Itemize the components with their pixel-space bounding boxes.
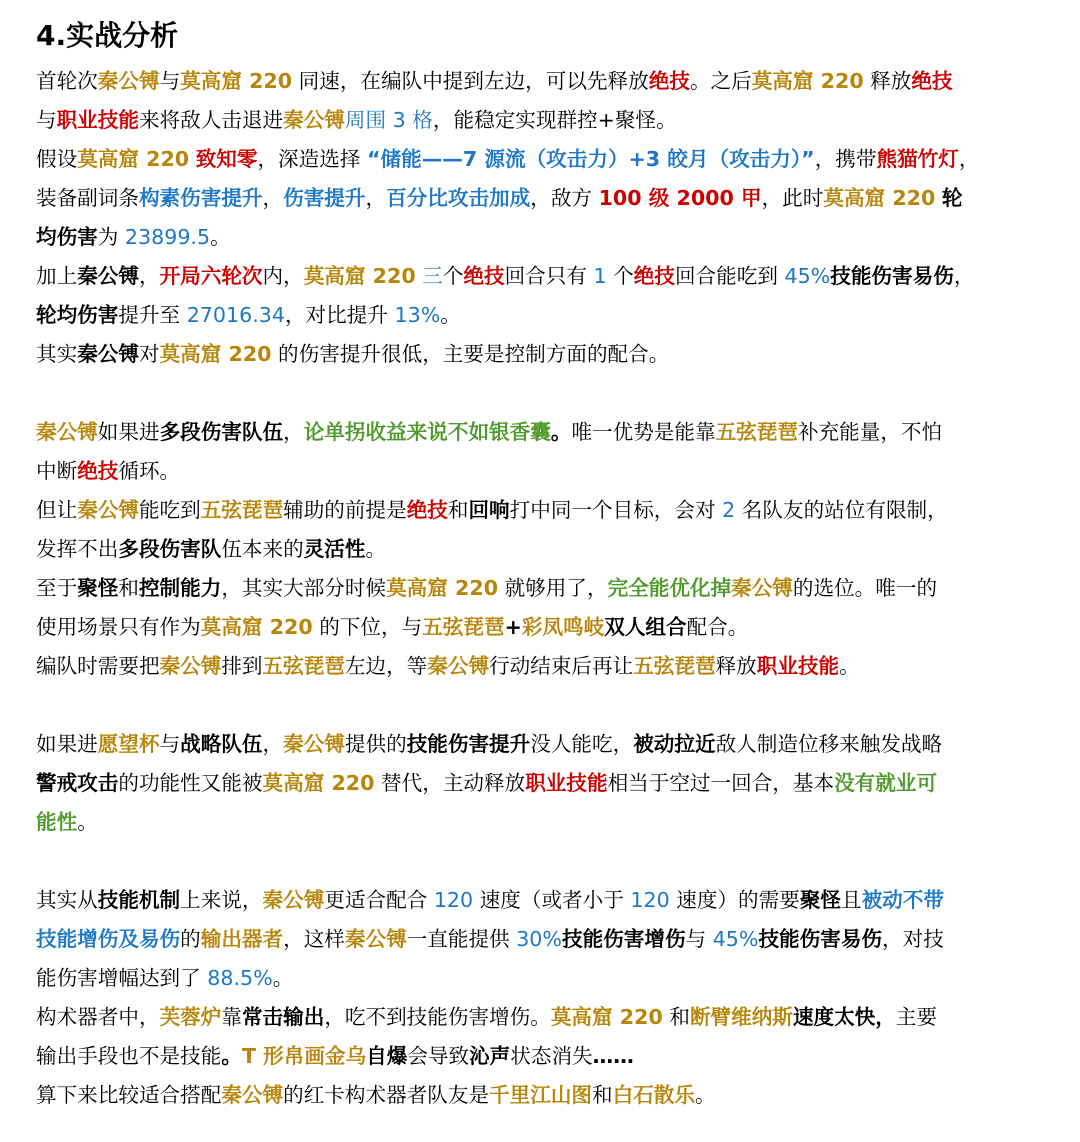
text-run: 回响 (468, 498, 510, 522)
text-run: 45% (784, 264, 831, 288)
text-run: ，对技 (882, 927, 944, 951)
text-run: 职业技能 (56, 108, 139, 132)
text-run: 一直能提供 (406, 927, 517, 951)
text-run: 完全能优化掉 (607, 576, 732, 600)
text-run: 就够用了， (498, 576, 608, 600)
text-run: 没人能吃， (530, 732, 634, 756)
text-run: 技能机制 (97, 888, 181, 912)
text-run: 中断 (36, 459, 78, 483)
text-run: 如果进 (97, 420, 160, 444)
text-run: 左边，等 (344, 654, 428, 678)
text-run: 千里江山图 (489, 1083, 593, 1107)
text-run: ， (138, 264, 160, 288)
text-run: 秦公镈 (159, 654, 222, 678)
text-run: 行动结束后再让 (489, 654, 634, 678)
text-run: 。 (365, 537, 387, 561)
text-run: 对 (138, 342, 160, 366)
text-run: 能伤害增幅达到了 (36, 966, 208, 990)
text-line (36, 998, 1046, 1037)
text-run: 白石散乐 (612, 1083, 695, 1107)
text-line (36, 959, 1046, 998)
text-run: 1 (593, 264, 607, 288)
text-run: 职业技能 (756, 654, 840, 678)
text-run: “储能——7 源流（攻击力）+3 皎月（攻击力）” (366, 147, 815, 171)
text-run: ， (953, 264, 975, 288)
text-run: 绝技 (406, 498, 448, 522)
text-run: 莫高窟 220 (550, 1005, 663, 1029)
text-run: ， (283, 420, 304, 444)
text-run: 与 (159, 732, 181, 756)
text-run: 断臂维纳斯 (689, 1005, 793, 1029)
text-run: 88.5% (207, 966, 273, 990)
text-run: 秦公镈 (97, 69, 160, 93)
text-run: 提供的 (344, 732, 407, 756)
text-run: 的功能性又能被 (118, 771, 263, 795)
text-run: 循环。 (118, 459, 181, 483)
text-run: 和 (662, 1005, 690, 1029)
text-line (36, 764, 1046, 803)
text-run: 配合。 (686, 615, 749, 639)
text-run: 双人组合 (604, 615, 687, 639)
text-run: 敌人制造位移来触发战略 (715, 732, 943, 756)
text-run: ，深造选择 (257, 147, 367, 171)
text-run: 速度（或者小于 (473, 888, 631, 912)
text-run: 秦公镈 (36, 420, 98, 444)
text-run: 打中同一个目标，会对 (509, 498, 723, 522)
text-line (36, 647, 1046, 686)
text-run: 绝技 (463, 264, 505, 288)
text-run: 秦公镈 (77, 264, 139, 288)
text-run: 算下来比较适合搭配 (36, 1083, 222, 1107)
text-run: 能吃到 (138, 498, 201, 522)
text-run: 23899.5 (124, 225, 211, 249)
text-line (36, 62, 1046, 101)
text-run: 。 (839, 654, 860, 678)
text-run: 愿望杯 (97, 732, 160, 756)
text-run: 如果进 (36, 732, 98, 756)
text-line (36, 881, 1046, 920)
text-run: ， (365, 186, 387, 210)
text-run: 周围 3 格 (344, 108, 433, 132)
text-run: 聚怪 (799, 888, 841, 912)
text-run: 释放 (863, 69, 912, 93)
text-run: 的红卡构术器者队友是 (283, 1083, 490, 1107)
text-run: 绝技 (648, 69, 690, 93)
text-run: 个 (606, 264, 634, 288)
text-run: 秦公镈 (77, 342, 139, 366)
article (36, 14, 1046, 1115)
text-line (36, 608, 1046, 647)
text-run: 内， (262, 264, 304, 288)
text-run: 技能增伤及易伤 (36, 927, 181, 951)
text-run: 致知零 (195, 147, 258, 171)
text-run: 首轮次 (36, 69, 98, 93)
text-run: 与 (36, 108, 57, 132)
text-run: 五弦琵琶 (715, 420, 798, 444)
text-run: 轮均伤害 (36, 303, 119, 327)
text-run: ， (958, 147, 980, 171)
text-run: 。 (550, 420, 572, 444)
text-line (36, 335, 1046, 374)
text-run: 灵活性 (303, 537, 366, 561)
text-run: 装备副词条 (36, 186, 139, 210)
text-run: 百分比攻击加成 (386, 186, 531, 210)
text-run: 相当于空过一回合，基本 (607, 771, 835, 795)
section-title: 4.实战分析 (36, 19, 179, 52)
text-run: 与 (159, 69, 181, 93)
text-run: 莫高窟 220 (823, 186, 936, 210)
text-line (36, 530, 1046, 569)
text-run: …… (592, 1044, 634, 1068)
text-run: 芙蓉炉 (159, 1005, 222, 1029)
text-run: 编队时需要把 (36, 654, 160, 678)
text-run: 技能伤害易伤 (758, 927, 883, 951)
text-run: T 形帛画金乌 (241, 1044, 367, 1068)
text-run: 与 (685, 927, 713, 951)
text-run: 秦公镈 (731, 576, 793, 600)
text-run: 其实 (36, 342, 78, 366)
text-run: 的伤害提升很低，主要是控制方面的配合。 (271, 342, 670, 366)
text-run: 100 级 2000 甲 (598, 186, 762, 210)
text-run: ，敌方 (530, 186, 599, 210)
text-run: 绝技 (633, 264, 675, 288)
text-run: 秦公镈 (344, 927, 407, 951)
text-run: ，对比提升 (284, 303, 395, 327)
paragraph-gap (36, 842, 1046, 881)
text-line (36, 1037, 1046, 1076)
text-line (36, 725, 1046, 764)
text-run: 提升至 (118, 303, 187, 327)
text-run: 。 (77, 810, 98, 834)
text-run: 120 (433, 888, 474, 912)
text-run: ，能稳定实现群控+聚怪。 (432, 108, 677, 132)
text-run: 彩凤鸣岐 (521, 615, 605, 639)
text-run: 来将敌人击退进 (138, 108, 284, 132)
text-run: 30% (516, 927, 562, 951)
text-run: 和 (447, 498, 469, 522)
text-run: ，携带 (814, 147, 877, 171)
text-run: 使用场景只有作为 (36, 615, 201, 639)
text-run: 控制能力 (138, 576, 222, 600)
text-run: 假设 (36, 147, 78, 171)
text-run: ，吃不到技能伤害增伤。 (324, 1005, 551, 1029)
article-body (36, 62, 1046, 1115)
text-run: 职业技能 (525, 771, 608, 795)
text-line (36, 296, 1046, 335)
text-run: 技能伤害易伤 (830, 264, 954, 288)
text-run: 补充能量，不怕 (797, 420, 943, 444)
paragraph-gap (36, 374, 1046, 413)
text-run: 秦公镈 (221, 1083, 284, 1107)
text-run: 。 (272, 966, 294, 990)
text-run: 莫高窟 220 (262, 771, 375, 795)
text-run: 莫高窟 220 (386, 576, 499, 600)
text-run: 技能伤害增伤 (561, 927, 686, 951)
text-run: 。 (221, 1044, 242, 1068)
text-run: 唯一优势是能靠 (571, 420, 716, 444)
text-run: 120 (630, 888, 670, 912)
text-run: 更适合配合 (324, 888, 434, 912)
text-run: 个 (442, 264, 464, 288)
text-run: ，此时 (761, 186, 824, 210)
text-run: 自爆 (366, 1044, 408, 1068)
text-run: 伤害提升 (283, 186, 366, 210)
text-run: 45% (712, 927, 759, 951)
text-run: 绝技 (77, 459, 119, 483)
text-run: 构术器者中， (36, 1005, 160, 1029)
text-run: 状态消失 (510, 1044, 593, 1068)
paragraph-gap (36, 686, 1046, 725)
text-run: 聚怪 (77, 576, 119, 600)
text-run: 五弦琵琶 (200, 498, 284, 522)
text-run: 回合能吃到 (674, 264, 785, 288)
text-run: 三 (422, 264, 443, 288)
text-run: 被动不带 (861, 888, 944, 912)
text-run: 五弦琵琶 (422, 615, 505, 639)
text-run: 的选位。唯一的 (792, 576, 938, 600)
text-run: 主要 (895, 1005, 938, 1029)
text-run: 同速，在编队中提到左边，可以先释放 (292, 69, 649, 93)
text-line (36, 101, 1046, 140)
text-run: 五弦琵琶 (633, 654, 716, 678)
text-run: 秦公镈 (283, 732, 345, 756)
text-run: 轮 (941, 186, 963, 210)
text-run: 但让 (36, 498, 78, 522)
text-run: 莫高窟 220 (159, 342, 272, 366)
text-run: 熊猫竹灯 (876, 147, 959, 171)
text-run: 替代，主动释放 (374, 771, 526, 795)
text-run: 名队友的站位有限制， (735, 498, 948, 522)
text-run: 莫高窟 220 (303, 264, 416, 288)
text-run: 的 (180, 927, 201, 951)
text-run: 秦公镈 (427, 654, 490, 678)
text-run: 速度太快， (792, 1005, 896, 1029)
text-run: 绝技 (911, 69, 953, 93)
text-run: 其实从 (36, 888, 98, 912)
text-run: 为 (97, 225, 125, 249)
text-line (36, 569, 1046, 608)
text-run: 论单拐收益来说不如银香囊 (303, 420, 551, 444)
text-line (36, 257, 1046, 296)
text-line (36, 452, 1046, 491)
text-run: 被动拉近 (633, 732, 716, 756)
text-run: 速度）的需要 (669, 888, 800, 912)
text-run: 会导致 (407, 1044, 470, 1068)
text-run: 27016.34 (186, 303, 285, 327)
text-run: 多段伤害队伍 (159, 420, 284, 444)
text-run: 。之后 (689, 69, 752, 93)
text-run: 靠 (221, 1005, 242, 1029)
text-run: 多段伤害队 (118, 537, 222, 561)
text-run: 莫高窟 220 (751, 69, 864, 93)
text-run: 战略队伍 (180, 732, 263, 756)
text-run: 上来说， (180, 888, 263, 912)
text-run: + (504, 615, 522, 639)
text-run: 技能伤害提升 (406, 732, 531, 756)
text-run: 排到 (221, 654, 263, 678)
text-run: 。 (440, 303, 461, 327)
text-line (36, 140, 1046, 179)
text-run: 输出器者 (200, 927, 284, 951)
text-run: 和 (592, 1083, 613, 1107)
text-run: 秦公镈 (262, 888, 325, 912)
text-line (36, 1076, 1046, 1115)
text-run: 和 (118, 576, 139, 600)
text-run: 13% (394, 303, 441, 327)
text-run: ， (262, 732, 284, 756)
text-run: 秦公镈 (283, 108, 345, 132)
text-run: 加上 (36, 264, 78, 288)
text-run: ，这样 (283, 927, 345, 951)
text-line (36, 413, 1046, 452)
text-line (36, 920, 1046, 959)
text-run: 辅助的前提是 (283, 498, 407, 522)
text-run: 莫高窟 220 (200, 615, 313, 639)
text-line (36, 179, 1046, 218)
text-run: 伍本来的 (221, 537, 304, 561)
text-line (36, 491, 1046, 530)
text-run: 且 (841, 888, 862, 912)
text-run: 回合只有 (504, 264, 594, 288)
text-run: 输出手段也不是技能 (36, 1044, 222, 1068)
text-run: 均伤害 (36, 225, 98, 249)
text-run: 。 (210, 225, 231, 249)
text-run: 五弦琵琶 (262, 654, 345, 678)
text-run: 的下位，与 (312, 615, 423, 639)
text-run: 。 (695, 1083, 716, 1107)
text-run: 2 (722, 498, 736, 522)
text-run: 警戒攻击 (36, 771, 119, 795)
text-line (36, 218, 1046, 257)
text-run: 发挥不出 (36, 537, 119, 561)
text-run: 开局六轮次 (159, 264, 263, 288)
text-run: 常击输出 (241, 1005, 325, 1029)
text-run: ，其实大部分时候 (221, 576, 387, 600)
text-line (36, 803, 1046, 842)
text-run: 莫高窟 220 (180, 69, 293, 93)
text-run: 构素伤害提升 (138, 186, 263, 210)
text-run: 没有就业可 (834, 771, 938, 795)
text-run: 释放 (715, 654, 757, 678)
text-run: 沁声 (469, 1044, 511, 1068)
text-run: 秦公镈 (77, 498, 139, 522)
text-run: ， (262, 186, 284, 210)
text-run: 至于 (36, 576, 78, 600)
text-run: 莫高窟 220 (77, 147, 190, 171)
text-run: 能性 (36, 810, 78, 834)
